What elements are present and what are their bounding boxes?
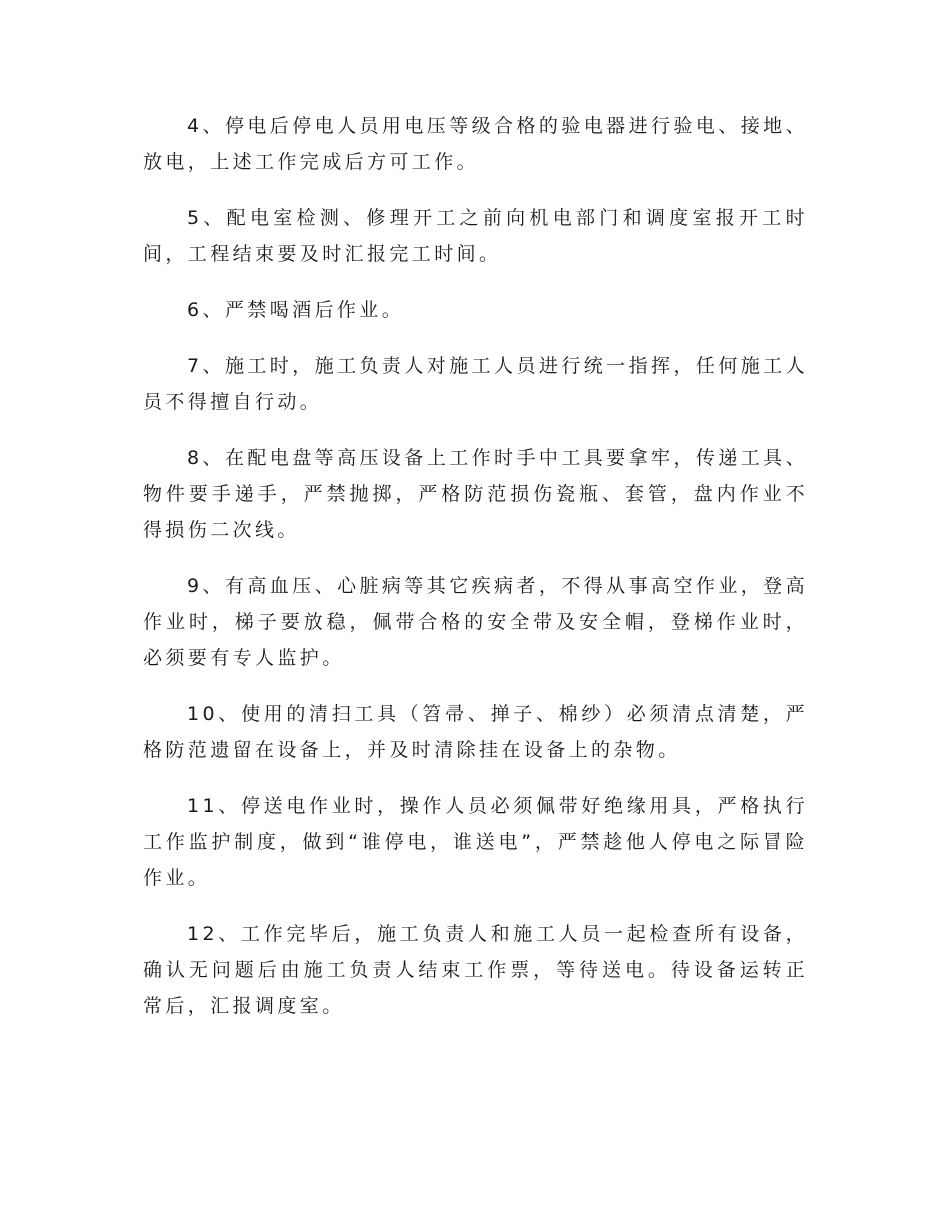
paragraph-item-5: 5、配电室检测、修理开工之前向机电部门和调度室报开工时间，工程结束要及时汇报完工时间。: [143, 207, 808, 265]
paragraph-item-11: 11、停送电作业时，操作人员必须佩带好绝缘用具，严格执行工作监护制度，做到“谁停电，谁送电”，严禁趁他人停电之际冒险作业。: [143, 795, 808, 889]
paragraph-item-7: 7、施工时，施工负责人对施工人员进行统一指挥，任何施工人员不得擅自行动。: [143, 355, 808, 413]
paragraph-item-8: 8、在配电盘等高压设备上工作时手中工具要拿牢，传递工具、物件要手递手，严禁抛掷，严格防范损伤瓷瓶、套管，盘内作业不得损伤二次线。: [143, 447, 808, 541]
paragraph-item-9: 9、有高血压、心脏病等其它疾病者，不得从事高空作业，登高作业时，梯子要放稳，佩带合格的安全带及安全帽，登梯作业时，必须要有专人监护。: [143, 575, 808, 669]
document-body: [143, 108, 808, 1044]
paragraph-item-6: 6、严禁喝酒后作业。: [187, 299, 405, 321]
paragraph-item-10: 10、使用的清扫工具（笤帚、掸子、棉纱）必须清点清楚，严格防范遗留在设备上，并及时清除挂在设备上的杂物。: [143, 703, 808, 761]
paragraph-item-12: 12、工作完毕后，施工负责人和施工人员一起检查所有设备，确认无问题后由施工负责人结束工作票，等待送电。待设备运转正常后，汇报调度室。: [143, 923, 808, 1017]
paragraph-item-4: 4、停电后停电人员用电压等级合格的验电器进行验电、接地、放电，上述工作完成后方可工作。: [143, 115, 808, 173]
